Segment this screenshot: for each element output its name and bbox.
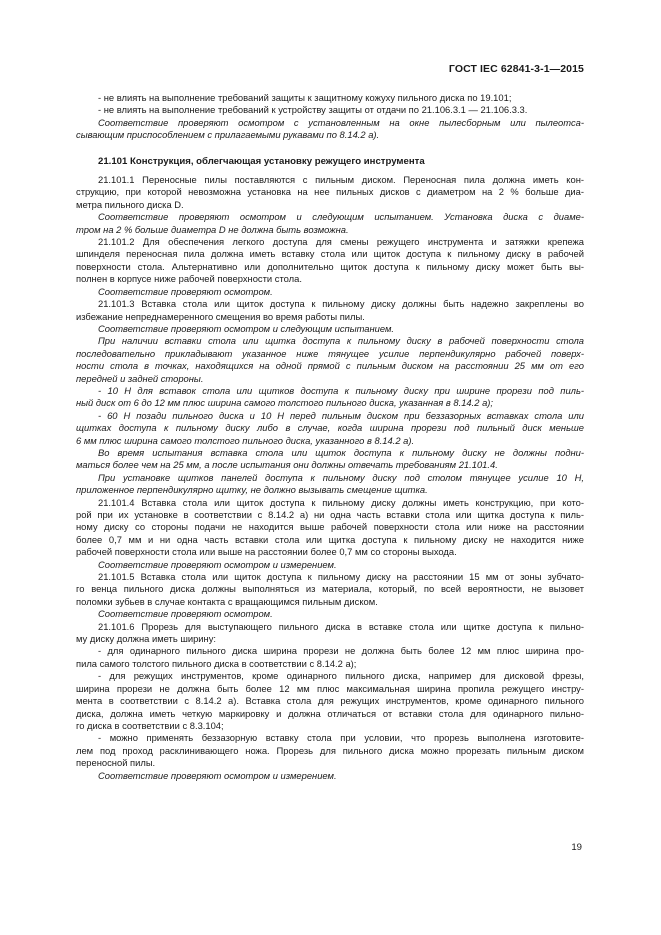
text-line: - не влиять на выполнение требований к устройству защиты от отдачи по 21.106.3.1 — 21.106.3.3. xyxy=(98,104,528,116)
text-line: - для одинарного пильного диска ширина прорези не должна быть более 12 мм плюс ширина про- xyxy=(98,645,584,657)
text-line: Соответствие проверяют осмотром и следующим испытанием. xyxy=(98,322,395,334)
paragraph xyxy=(76,92,584,104)
text-line: мента в соответствии с 8.14.2 а). Вставка стола для режущих инструментов, кроме одинарного пильного xyxy=(76,695,584,707)
text-line: 21.101 Конструкция, облегчающая установку режущего инструмента xyxy=(98,155,425,167)
paragraph xyxy=(76,645,584,670)
text-line: тром на 2 % больше диаметра D не должна быть возможна. xyxy=(76,223,349,235)
paragraph xyxy=(76,447,584,472)
text-line: го венца пильного диска должны выполняться из материала, который, по всей вероятности, не вызовет xyxy=(76,583,584,595)
text-line: Соответствие проверяют осмотром и следующим испытанием. Установка диска с диаме- xyxy=(98,211,584,223)
text-line: передней и задней стороны. xyxy=(76,372,204,384)
text-line: Соответствие проверяют осмотром и измерением. xyxy=(98,558,337,570)
text-line: - не влиять на выполнение требований защиты к защитному кожуху пильного диска по 19.101; xyxy=(98,92,512,103)
text-line: Соответствие проверяют осмотром с установленным на окне пылесборным или пылеотса- xyxy=(98,116,584,128)
text-line: рабочей поверхности стола или выше на расстоянии более 0,7 мм со стороны выхода. xyxy=(76,546,457,558)
paragraph xyxy=(76,608,584,620)
text-line: избежание непреднамеренного смещения во время работы пилы. xyxy=(76,310,365,322)
document-body xyxy=(76,92,584,782)
text-line: струкцию, при которой невозможна установка на нее пильных дисков с диаметром на 2 % больше диа- xyxy=(76,186,584,198)
text-line: более 0,7 мм и ни одна часть вставки стола или щитка доступа к пильному диску не находится ниже xyxy=(76,533,584,545)
text-line: му диску должна иметь ширину: xyxy=(76,633,216,645)
text-line: метра пильного диска D. xyxy=(76,198,184,210)
paragraph xyxy=(76,104,584,116)
text-line: рой при их установке в соответствии с 8.14.2 а) ни одна часть вставки стола или щитка доступа к пиль- xyxy=(76,509,584,520)
text-line: Соответствие проверяют осмотром и измерением. xyxy=(98,769,337,781)
text-line: Во время испытания вставка стола или щиток доступа к пильному диску не должны подни- xyxy=(98,446,584,458)
text-line: 6 мм плюс ширина самого толстого пильного диска, указанного в 8.14.2 а). xyxy=(76,434,415,446)
text-line: - для режущих инструментов, кроме одинарного пильного диска, например для дисковой фрезы, xyxy=(98,670,584,682)
text-line: - можно применять беззазорную вставку стола при условии, что прорезь выполнена изготовите- xyxy=(98,732,584,744)
text-line: сывающим приспособлением с прилагаемыми рукавами по 8.14.2 а). xyxy=(76,129,380,141)
text-line: маться более чем на 25 мм, а после испытания они должны отвечать требованиям 21.101.4. xyxy=(76,459,498,471)
text-line: приложенное перпендикулярно щитку, не должно вызывать смещение щитка. xyxy=(76,484,428,496)
paragraph xyxy=(76,497,584,559)
page-number: 19 xyxy=(571,842,582,853)
text-line: ному диску со стороны подачи не находится выше рабочей поверхности стола или ниже на расстоянии xyxy=(76,521,584,533)
text-line: 21.101.2 Для обеспечения легкого доступа для смены режущего инструмента и затяжки крепежа xyxy=(98,236,584,248)
paragraph xyxy=(76,410,584,447)
text-line: щитках доступа к пильному диску либо в случае, когда ширина прорези под пильный диск меньше xyxy=(76,422,584,434)
text-line: переносной пилы. xyxy=(76,757,156,769)
text-line: полнен в корпусе ниже рабочей поверхности стола. xyxy=(76,273,302,285)
text-line: При установке щитков панелей доступа к пильному диску под столом тянущее усилие 10 Н, xyxy=(98,471,584,483)
text-line: - 60 Н позади пильного диска и 10 Н перед пильным диском при беззазорных вставках стола или xyxy=(98,409,584,421)
paragraph xyxy=(76,670,584,732)
paragraph xyxy=(76,298,584,323)
text-line: лем под проход расклинивающего ножа. Прорезь для пильного диска можно прорезать пильным диском xyxy=(76,744,584,756)
text-line: шпинделя переносная пила должна иметь вставку стола или щиток доступа к пильному диску в рабочей xyxy=(76,248,584,260)
paragraph xyxy=(76,323,584,335)
paragraph xyxy=(76,472,584,497)
text-line: 21.101.5 Вставка стола или щиток доступа к пильному диску на расстоянии 15 мм от зоны зубчато- xyxy=(98,571,584,583)
paragraph xyxy=(76,385,584,410)
page-header: ГОСТ IEC 62841-3-1—2015 xyxy=(448,63,584,75)
text-line: ности стола в точках, находящихся на одной прямой с пильным диском на расстоянии 25 мм от его xyxy=(76,360,584,372)
text-line: 21.101.4 Вставка стола или щиток доступа к пильному диску должны иметь конструкцию, при кото- xyxy=(98,496,584,508)
text-line: ширина прорези не должна быть более 12 мм плюс максимальная ширина пропила режущего инстру- xyxy=(76,682,584,694)
text-line: 21.101.6 Прорезь для выступающего пильного диска в вставке стола или щитке доступа к пильно- xyxy=(98,620,584,632)
text-line: го диска в соответствии с 8.3.104; xyxy=(76,719,224,731)
paragraph xyxy=(76,571,584,608)
text-line: - 10 Н для вставок стола или щитков доступа к пильному диску при ширине прорези под пиль- xyxy=(98,384,584,396)
text-line: поверхности стола. Альтернативно или дополнительно щиток доступа к пильному диску может быть вы- xyxy=(76,260,584,272)
paragraph xyxy=(76,117,584,142)
text-line: При наличии вставки стола или щитка доступа к пильному диску в рабочей поверхности стола xyxy=(98,335,584,347)
paragraph xyxy=(76,174,584,211)
text-line: диска, должна иметь четкую маркировку и должна отличаться от вставки стола для одинарного пильно- xyxy=(76,707,584,719)
paragraph xyxy=(76,236,584,286)
text-line: ный диск от 6 до 12 мм плюс ширина самого толстого пильного диска, указанная в 8.14.2 а); xyxy=(76,397,494,409)
text-line: 21.101.1 Переносные пилы поставляются с пильным диском. Переносная пила должна иметь кон- xyxy=(98,174,584,186)
text-line: последовательно прикладывают указанное ниже тянущее усилие перпендикулярно рабочей поверх- xyxy=(76,347,584,359)
text-line: Соответствие проверяют осмотром. xyxy=(98,285,273,297)
paragraph xyxy=(76,770,584,782)
paragraph xyxy=(76,286,584,298)
paragraph xyxy=(76,211,584,236)
paragraph xyxy=(76,732,584,769)
text-line: Соответствие проверяют осмотром. xyxy=(98,608,273,620)
paragraph xyxy=(76,621,584,646)
section-heading xyxy=(76,156,584,168)
text-line: 21.101.3 Вставка стола или щиток доступа к пильному диску должны быть надежно закреплены во xyxy=(98,298,584,310)
paragraph xyxy=(76,335,584,385)
text-line: пила самого толстого пильного диска в соответствии с 8.14.2 а); xyxy=(76,657,357,669)
text-line: поломки зубьев в случае контакта с вращающимся пильным диском. xyxy=(76,595,378,607)
paragraph xyxy=(76,559,584,571)
